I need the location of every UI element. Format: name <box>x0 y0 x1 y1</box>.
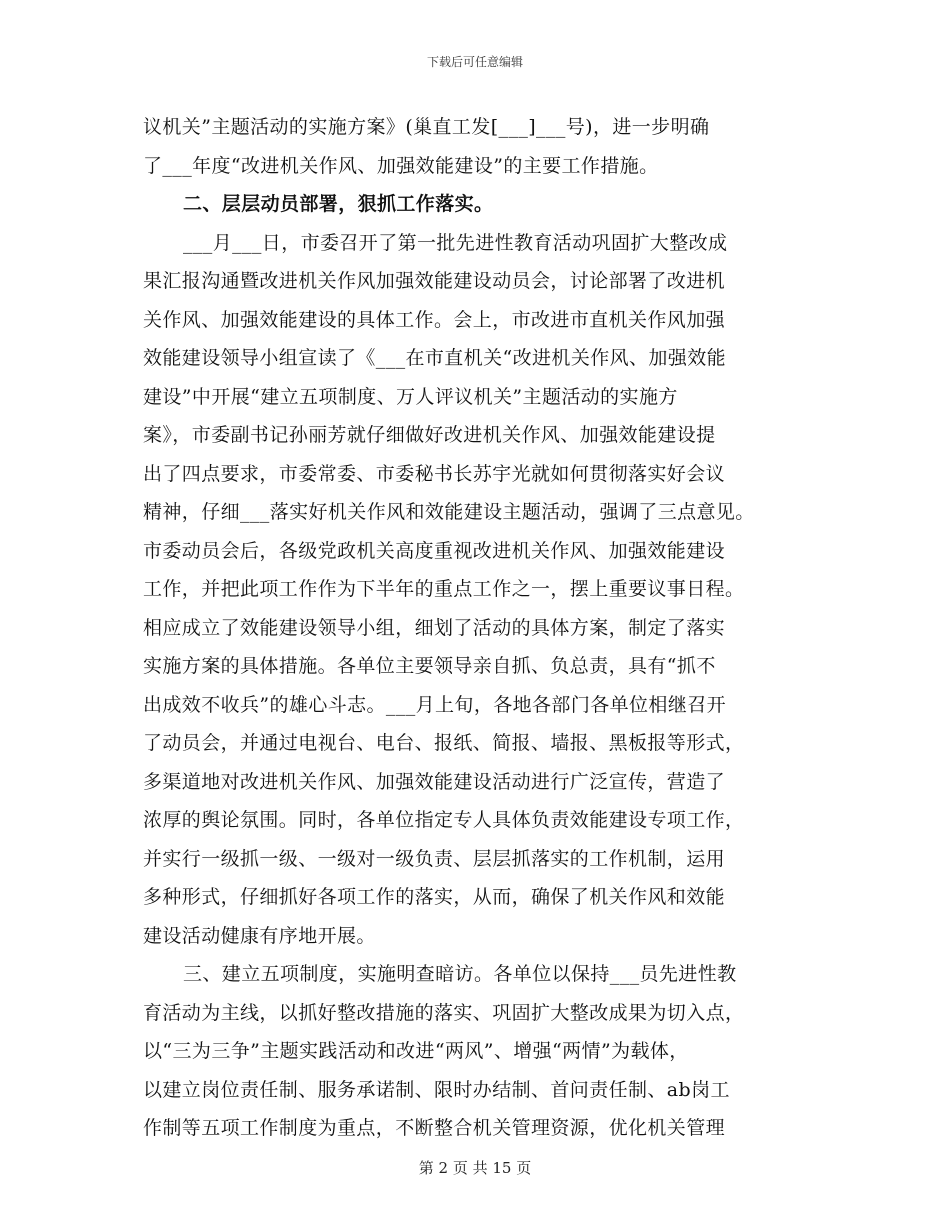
text-line: 工作，并把此项工作作为下半年的重点工作之一，摆上重要议事日程。 <box>143 578 745 600</box>
text-line: 并实行一级抓一级、一级对一级负责、层层抓落实的工作机制，运用 <box>143 847 726 870</box>
text-line: 以建立岗位责任制、服务承诺制、限时办结制、首问责任制、ab岗工 <box>143 1078 730 1101</box>
page-header: 下载后可任意编辑 <box>426 55 523 69</box>
text-line: 效能建设领导小组宣读了《___在市直机关“改进机关作风、加强效能 <box>143 347 727 369</box>
text-line: 出了四点要求，市委常委、市委秘书长苏宇光就如何贯彻落实好会议 <box>143 462 726 485</box>
paragraph-five-systems <box>143 955 811 1148</box>
text-line: 育活动为主线，以抓好整改措施的落实、巩固扩大整改成果为切入点， <box>143 1001 745 1024</box>
text-line: 多渠道地对改进机关作风、加强效能建设活动进行广泛宣传，营造了 <box>143 770 726 793</box>
text-line: 建设”中开展“建立五项制度、万人评议机关”主题活动的实施方 <box>143 385 678 408</box>
text-line: 多种形式，仔细抓好各项工作的落实，从而，确保了机关作风和效能 <box>143 886 726 908</box>
text-line: 精神，仔细___落实好机关作风和效能建设主题活动，强调了三点意见。 <box>143 501 755 523</box>
text-line: 以“三为三争”主题实践活动和改进“两风”、增强“两情”为载体， <box>143 1040 689 1062</box>
text-line: ___月___日，市委召开了第一批先进性教育活动巩固扩大整改成 <box>183 231 728 254</box>
text-line: 了动员会，并通过电视台、电台、报纸、简报、墙报、黑板报等形式， <box>143 732 745 754</box>
text-line: 建设活动健康有序地开展。 <box>143 924 376 947</box>
text-line: 浓厚的舆论氛围。同时，各单位指定专人具体负责效能建设专项工作， <box>143 809 745 831</box>
text-line: 关作风、加强效能建设的具体工作。会上，市改进市直机关作风加强 <box>143 308 726 331</box>
text-line: 果汇报沟通暨改进机关作风加强效能建设动员会，讨论部署了改进机 <box>143 270 726 292</box>
text-line: 作制等五项工作制度为重点，不断整合机关管理资源，优化机关管理 <box>143 1117 726 1139</box>
text-line: 三、建立五项制度，实施明查暗访。各单位以保持___员先进性教 <box>183 963 737 985</box>
document-body <box>143 108 811 1148</box>
text-line: 了___年度“改进机关作风、加强效能建设”的主要工作措施。 <box>143 154 659 177</box>
text-line: 实施方案的具体措施。各单位主要领导亲自抓、负总责，具有“抓不 <box>143 655 716 677</box>
paragraph-continuation <box>143 108 811 185</box>
text-line: 市委动员会后，各级党政机关高度重视改进机关作风、加强效能建设 <box>143 539 726 562</box>
page-number: 第 2 页 共 15 页 <box>418 1159 532 1177</box>
text-line: 案》，市委副书记孙丽芳就仔细做好改进机关作风、加强效能建设提 <box>143 424 716 446</box>
text-line: 议机关”主题活动的实施方案》(巢直工发[___]___号)，进一步明确 <box>143 116 710 138</box>
paragraph-mobilization <box>143 224 811 956</box>
text-line: 出成效不收兵”的雄心斗志。___月上旬，各地各部门各单位相继召开 <box>143 693 727 716</box>
text-line: 相应成立了效能建设领导小组，细划了活动的具体方案，制定了落实 <box>143 616 726 639</box>
section-heading: 二、层层动员部署，狠抓工作落实。 <box>183 193 494 215</box>
section-heading-2 <box>143 185 811 224</box>
